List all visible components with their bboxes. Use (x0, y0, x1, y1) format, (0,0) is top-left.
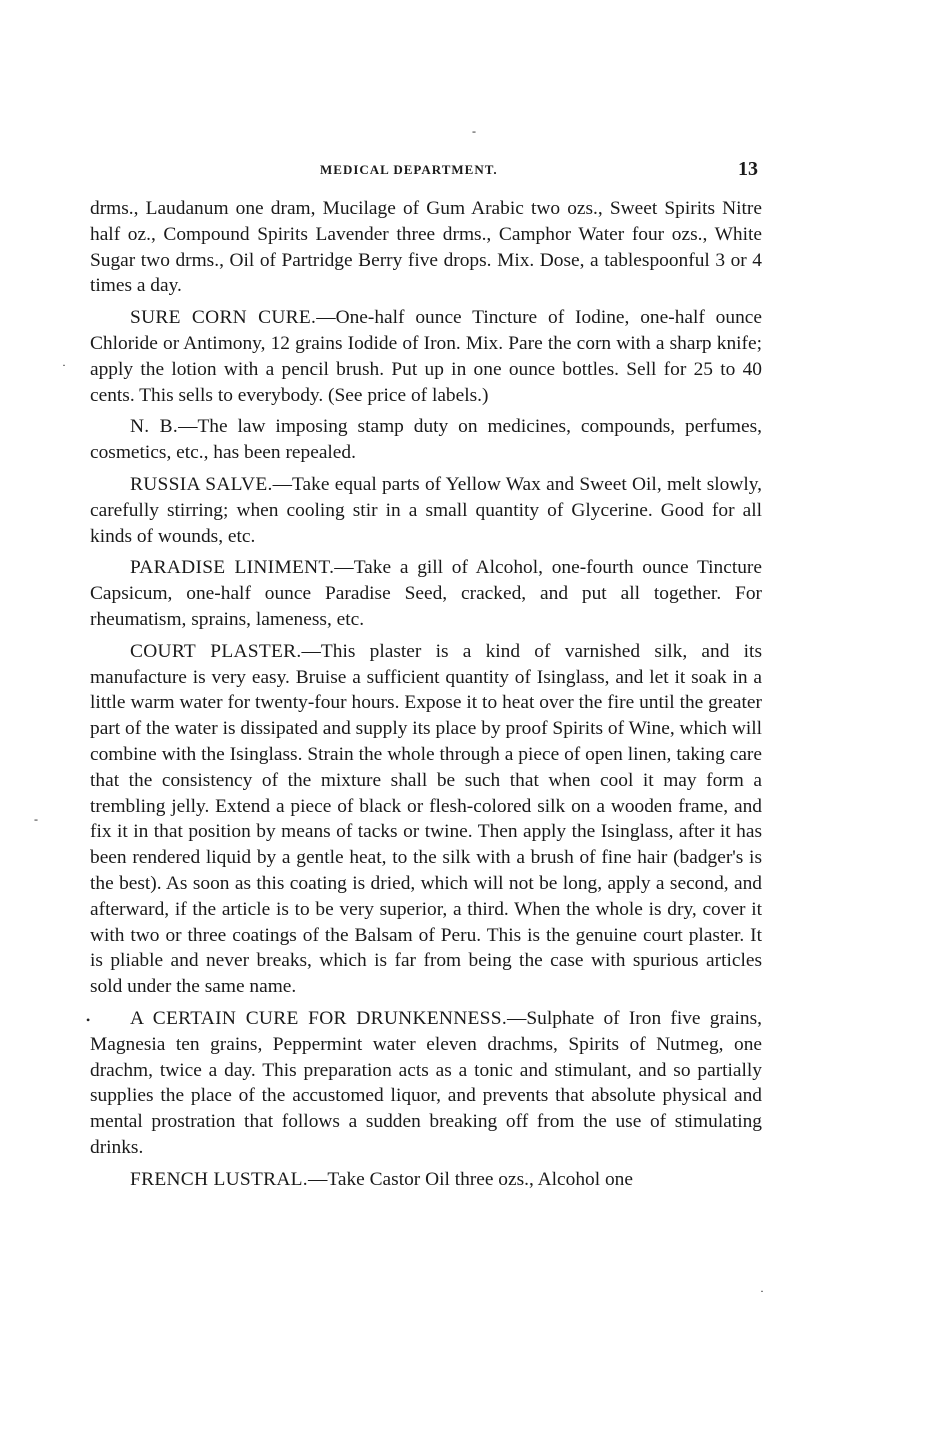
running-title: MEDICAL DEPARTMENT. (320, 162, 498, 177)
paragraph-drunkenness-cure (86, 1006, 762, 1161)
recipe-heading: RUSSIA SALVE. (130, 473, 273, 495)
paragraph-french-lustral (90, 1167, 762, 1193)
margin-dash-left: - (34, 812, 38, 826)
paragraph-nota-bene (90, 414, 762, 466)
recipe-heading: FRENCH LUSTRAL. (130, 1168, 308, 1190)
recipe-heading: COURT PLASTER. (130, 640, 302, 662)
page-number: 13 (738, 158, 758, 180)
paragraph-text: —Sulphate of Iron five grains, Magnesia ten grains, Peppermint water eleven drachms, Spirits of Nutmeg, one drachm, twice a day. This preparation acts as a tonic and stimulant, and so partially supplies the place of the accustomed liquor, and prevents that absolute physical and mental prostration that follows a sudden breaking off from the use of stimulating drinks. (90, 1007, 762, 1158)
recipe-heading: PARADISE LINIMENT. (130, 557, 335, 579)
paragraph-text: —Take a gill of Alcohol, one-fourth ounce Tincture Capsicum, one-half ounce Paradise Seed, cracked, and put all together. For rheumatism, sprains, lameness, etc. (90, 557, 762, 630)
paragraph-paradise-liniment (90, 555, 762, 632)
paragraph-text: drms., Laudanum one dram, Mucilage of Gum Arabic two ozs., Sweet Spirits Nitre half oz., Compound Spirits Lavender three drms., Camphor Water four ozs., White Sugar two drms., Oil of Partridge Berry five drops. Mix. Dose, a tablespoonful 3 or 4 times a day. (90, 198, 762, 297)
paragraph-text: —Take Castor Oil three ozs., Alcohol one (307, 1168, 633, 1190)
margin-dot-left: · (62, 358, 66, 372)
paragraph-continuation (90, 196, 762, 299)
paragraph-court-plaster (90, 639, 762, 1000)
body-text (86, 196, 763, 1198)
paragraph-text: —This plaster is a kind of varnished silk, and its manufacture is very easy. Bruise a sufficient quantity of Isinglass, and let it soak in a little warm water for twenty-four hours. Expose it to heat over the fire until the greater part of the water is dissipated and supply its place by proof Spirits of Wine, which will combine with the Isinglass. Strain the whole through a piece of open linen, taking care that the consistency of the mixture shall be such that when cool it may form a trembling jelly. Extend a piece of black or flesh-colored silk on a wooden frame, and fix it in that position by means of tacks or twine. Then apply the Isinglass, after it has been rendered liquid by a gentle heat, to the silk with a brush of fine hair (badger's is the best). As soon as this coating is dried, which will not be long, apply a second, and afterward, if the article is to be very superior, a third. When the whole is dry, cover it with two or three coatings of the Balsam of Peru. This is the genuine court plaster. It is pliable and never breaks, which is far from being the case with spurious articles sold under the same name. (90, 640, 762, 998)
paragraph-russia-salve (90, 472, 762, 549)
recipe-heading: N. B. (130, 416, 179, 438)
margin-dot-bottom: · (760, 1284, 764, 1298)
recipe-heading: SURE CORN CURE. (130, 307, 317, 329)
paragraph-text: —One-half ounce Tincture of Iodine, one-half ounce Chloride or Antimony, 12 grains Iodide of Iron. Mix. Pare the corn with a sharp knife; apply the lotion with a pencil brush. Put up in one ounce bottles. Sell for 25 to 40 cents. This sells to everybody. (See price of labels.) (90, 307, 762, 406)
bullet-mark: • (86, 1012, 91, 1027)
paragraph-text: —Take equal parts of Yellow Wax and Sweet Oil, melt slowly, carefully stirring; when cooling stir in a small quantity of Glycerine. Good for all kinds of wounds, etc. (90, 473, 763, 547)
recipe-heading: A CERTAIN CURE FOR DRUNKENNESS. (130, 1007, 507, 1029)
margin-dash-top: - (472, 124, 476, 138)
running-head (0, 160, 931, 184)
paragraph-text: —The law imposing stamp duty on medicines, compounds, perfumes, cosmetics, etc., has been repealed. (90, 416, 762, 464)
paragraph-sure-corn-cure (90, 305, 762, 408)
